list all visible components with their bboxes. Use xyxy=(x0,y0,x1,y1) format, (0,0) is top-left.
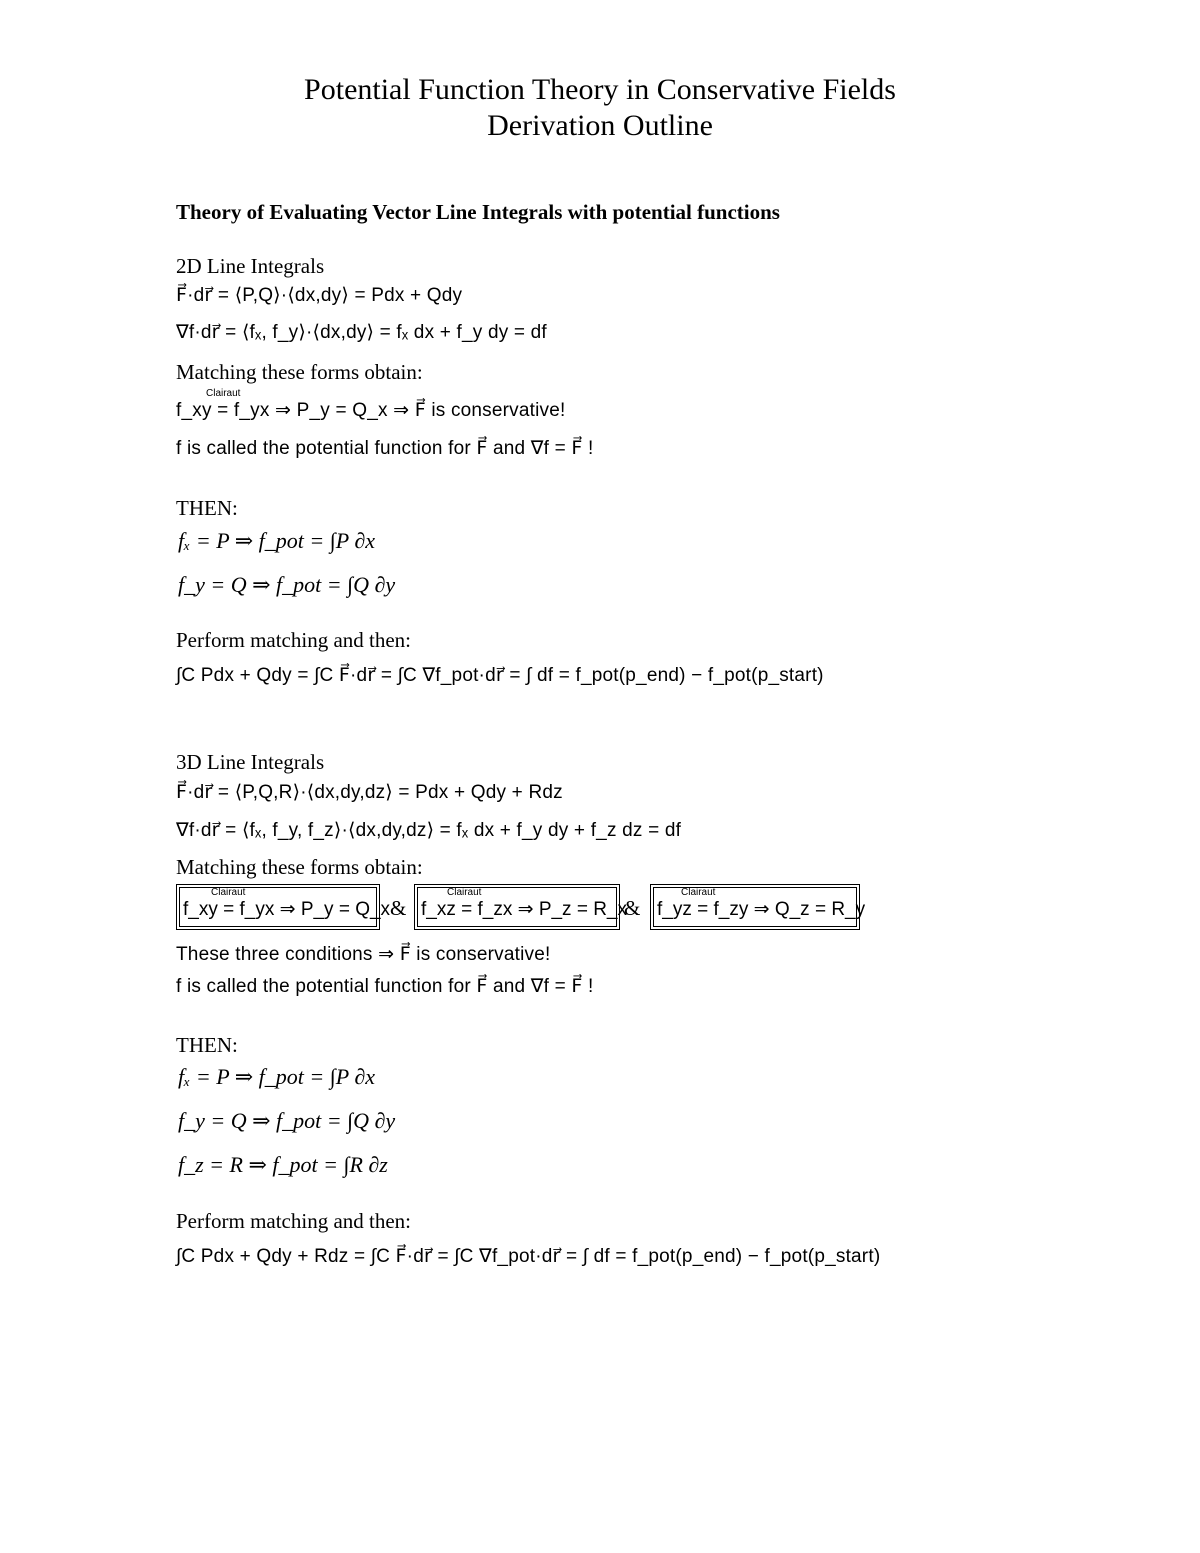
equation-3d-2 xyxy=(176,819,681,842)
eq-text: f is called the potential function for F⃗ and ∇f = F⃗ ! xyxy=(176,438,594,459)
then-label-3d: THEN: xyxy=(176,1033,238,1057)
eq-text: fₓ = P ⇒ f_pot = ∫P ∂x xyxy=(178,1064,375,1089)
eq-text: These three conditions ⇒ F⃗ is conservative! xyxy=(176,944,551,965)
then-equation-3d-3 xyxy=(178,1152,388,1178)
ampersand-2: & xyxy=(624,896,641,920)
then-equation-3d-2 xyxy=(178,1108,395,1134)
ampersand-1: & xyxy=(390,896,407,920)
clairaut-equation-2d xyxy=(176,399,566,422)
box-text: f_xz = f_zx ⇒ P_z = R_x xyxy=(421,899,628,920)
eq-text: ∫C Pdx + Qdy + Rdz = ∫C F⃗·dr⃗ = ∫C ∇f_pot·dr⃗ = ∫ df = f_pot(p_end) − f_pot(p_start) xyxy=(176,1246,881,1267)
perform-text-2d: Perform matching and then: xyxy=(176,628,412,652)
clairaut-box-2 xyxy=(414,884,628,930)
eq-text: F⃗·dr⃗ = ⟨P,Q,R⟩·⟨dx,dy,dz⟩ = Pdx + Qdy + Rdz xyxy=(176,782,563,803)
then-equation-2d-1 xyxy=(178,528,375,554)
section-heading: Theory of Evaluating Vector Line Integrals with potential functions xyxy=(176,200,780,224)
eq-text: f_xy = f_yx ⇒ P_y = Q_x ⇒ F⃗ is conservative! xyxy=(176,400,566,421)
clairaut-label: Clairaut xyxy=(447,887,482,898)
clairaut-box-1 xyxy=(176,884,391,930)
heading-3d: 3D Line Integrals xyxy=(176,750,325,774)
eq-text: ∇f·dr⃗ = ⟨fₓ, f_y⟩·⟨dx,dy⟩ = fₓ dx + f_y dy = df xyxy=(176,322,547,343)
eq-text: fₓ = P ⇒ f_pot = ∫P ∂x xyxy=(178,528,375,553)
equation-3d-1 xyxy=(176,781,563,804)
perform-text-3d: Perform matching and then: xyxy=(176,1209,412,1233)
then-label-2d: THEN: xyxy=(176,496,238,520)
eq-text: f_y = Q ⇒ f_pot = ∫Q ∂y xyxy=(178,572,396,597)
clairaut-label: Clairaut xyxy=(206,388,241,399)
equation-2d-1 xyxy=(176,284,462,307)
then-equation-2d-2 xyxy=(178,572,395,598)
then-equation-3d-1 xyxy=(178,1064,375,1090)
clairaut-box-3 xyxy=(650,884,866,930)
matching-text-3d: Matching these forms obtain: xyxy=(176,855,423,879)
potential-note-2d xyxy=(176,437,593,460)
eq-text: F⃗·dr⃗ = ⟨P,Q⟩·⟨dx,dy⟩ = Pdx + Qdy xyxy=(176,285,463,306)
potential-note-3d xyxy=(176,975,593,998)
box-text: f_yz = f_zy ⇒ Q_z = R_y xyxy=(657,899,866,920)
eq-text: f is called the potential function for F⃗ and ∇f = F⃗ ! xyxy=(176,976,594,997)
clairaut-label: Clairaut xyxy=(681,887,716,898)
heading-2d: 2D Line Integrals xyxy=(176,254,325,278)
eq-text: f_y = Q ⇒ f_pot = ∫Q ∂y xyxy=(178,1108,396,1133)
eq-text: ∇f·dr⃗ = ⟨fₓ, f_y, f_z⟩·⟨dx,dy,dz⟩ = fₓ dx + f_y dy + f_z dz = df xyxy=(176,820,682,841)
clairaut-label: Clairaut xyxy=(211,887,246,898)
equation-2d-2 xyxy=(176,321,547,344)
three-conditions-text xyxy=(176,943,550,966)
matching-text-2d: Matching these forms obtain: xyxy=(176,360,423,384)
box-text: f_xy = f_yx ⇒ P_y = Q_x xyxy=(183,899,391,920)
final-equation-3d xyxy=(176,1245,880,1268)
final-equation-2d xyxy=(176,664,824,687)
eq-text: f_z = R ⇒ f_pot = ∫R ∂z xyxy=(178,1152,388,1177)
page-title: Potential Function Theory in Conservative Fields xyxy=(304,73,896,106)
page-subtitle: Derivation Outline xyxy=(487,109,713,142)
eq-text: ∫C Pdx + Qdy = ∫C F⃗·dr⃗ = ∫C ∇f_pot·dr⃗ = ∫ df = f_pot(p_end) − f_pot(p_start) xyxy=(176,665,824,686)
